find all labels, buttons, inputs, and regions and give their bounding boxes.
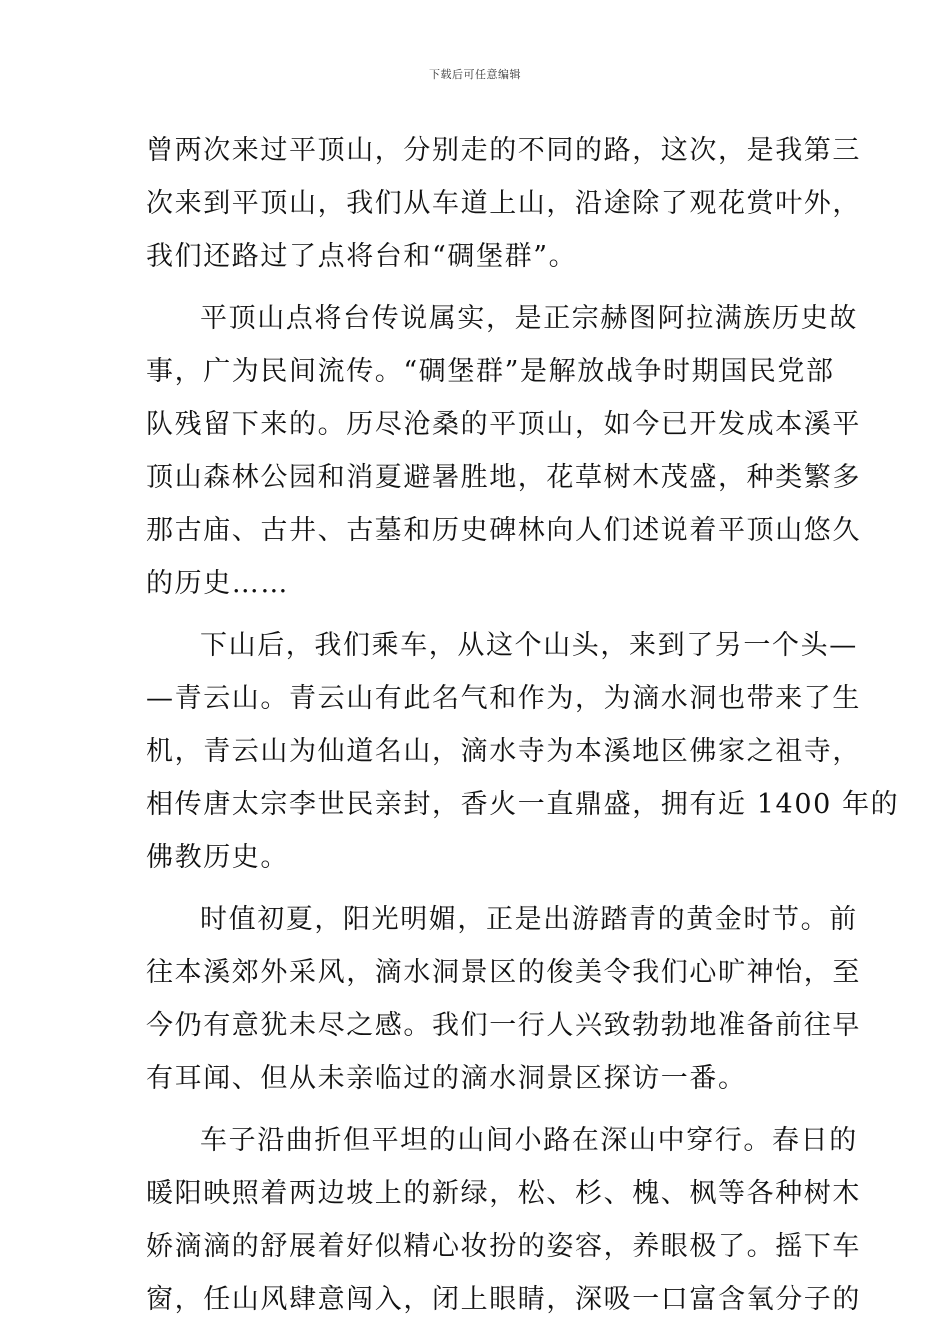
document-body: [146, 124, 900, 1326]
paragraph-line: 车子沿曲折但平坦的山间小路在深山中穿行。春日的: [200, 1125, 858, 1156]
paragraph-line: 机，青云山为仙道名山，滴水寺为本溪地区佛家之祖寺，: [146, 736, 861, 767]
paragraph-line: 顶山森林公园和消夏避暑胜地，花草树木茂盛，种类繁多: [146, 462, 861, 493]
paragraph-line: 我们还路过了点将台和“碉堡群”。: [146, 241, 578, 272]
paragraph-line: 往本溪郊外采风，滴水洞景区的俊美令我们心旷神怡，至: [146, 957, 861, 988]
paragraph-line: 暖阳映照着两边坡上的新绿，松、杉、槐、枫等各种树木: [146, 1178, 861, 1209]
paragraph-line: 的历史……: [146, 568, 289, 599]
paragraph-5: [146, 1114, 861, 1326]
paragraph-line: —青云山。青云山有此名气和作为，为滴水洞也带来了生: [146, 683, 861, 714]
paragraph-line: 娇滴滴的舒展着好似精心妆扮的姿容，养眼极了。摇下车: [146, 1231, 861, 1262]
paragraph-line: 次来到平顶山，我们从车道上山，沿途除了观花赏叶外，: [146, 188, 861, 219]
paragraph-line: 队残留下来的。历尽沧桑的平顶山，如今已开发成本溪平: [146, 409, 861, 440]
paragraph-1: [146, 124, 861, 283]
paragraph-line: 下山后，我们乘车，从这个山头，来到了另一个头—: [200, 630, 858, 661]
paragraph-line: 曾两次来过平顶山，分别走的不同的路，这次，是我第三: [146, 135, 861, 166]
paragraph-line: 时值初夏，阳光明媚，正是出游踏青的黄金时节。前: [200, 904, 858, 935]
paragraph-2: [146, 292, 861, 610]
paragraph-4: [146, 893, 861, 1105]
paragraph-line: 佛教历史。: [146, 842, 289, 873]
paragraph-line: 平顶山点将台传说属实，是正宗赫图阿拉满族历史故: [200, 303, 858, 334]
paragraph-line: 相传唐太宗李世民亲封，香火一直鼎盛，拥有近 1400 年的: [146, 789, 900, 820]
paragraph-3: [146, 619, 900, 884]
page-header: 下载后可任意编辑: [429, 68, 521, 81]
paragraph-line: 窗，任山风肆意闯入，闭上眼睛，深吸一口富含氧分子的: [146, 1284, 861, 1315]
paragraph-line: 事，广为民间流传。“碉堡群”是解放战争时期国民党部: [146, 356, 835, 387]
paragraph-line: 有耳闻、但从未亲临过的滴水洞景区探访一番。: [146, 1063, 747, 1094]
paragraph-line: 今仍有意犹未尽之感。我们一行人兴致勃勃地准备前往早: [146, 1010, 861, 1041]
paragraph-line: 那古庙、古井、古墓和历史碑林向人们述说着平顶山悠久: [146, 515, 861, 546]
